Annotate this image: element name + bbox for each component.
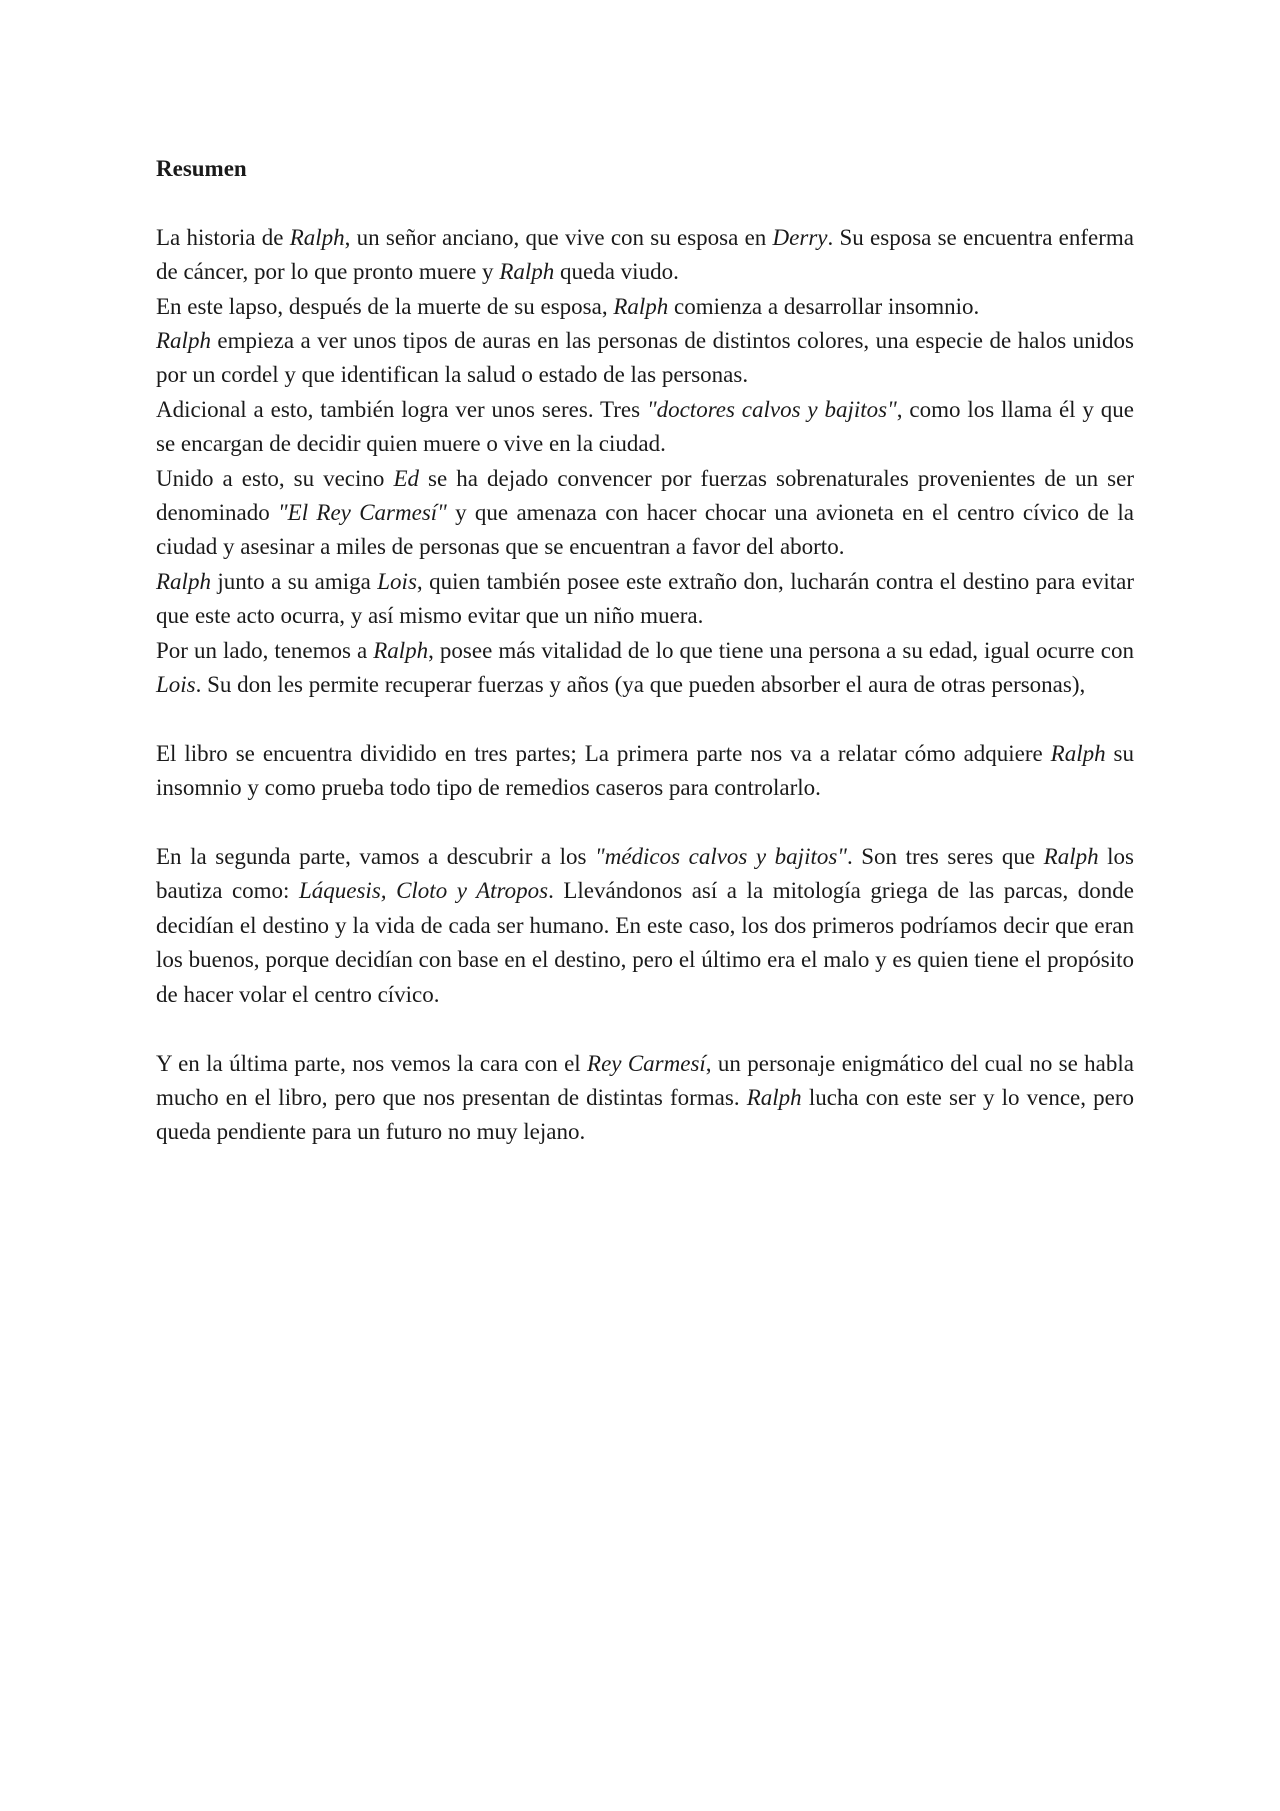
text-run: . Su esposa se encuentra enferma de cáncer, por lo que pronto muere y	[156, 224, 1134, 285]
paragraph	[156, 221, 1134, 290]
italic-text: Ralph	[746, 1084, 802, 1110]
paragraph	[156, 324, 1134, 393]
italic-text: Derry	[772, 224, 828, 250]
text-run: , un personaje enigmático del cual no se habla mucho en el libro, pero que nos presentan de distintas formas.	[156, 1050, 1134, 1110]
paragraph	[156, 737, 1134, 806]
italic-text: Rey Carmesí	[587, 1050, 706, 1076]
text-run: su insomnio y como prueba todo tipo de remedios caseros para controlarlo.	[156, 740, 1135, 801]
text-run: El libro se encuentra dividido en tres partes; La primera parte nos va a relatar cómo adquiere	[156, 740, 1051, 766]
text-run: La historia de	[156, 224, 290, 250]
paragraph-spacer	[156, 806, 1134, 840]
paragraph-spacer	[156, 1012, 1134, 1046]
italic-text: Ralph	[156, 568, 211, 594]
italic-text: "doctores calvos y bajitos"	[646, 396, 897, 422]
paragraph	[156, 393, 1134, 462]
text-run: , como los llama él y que se encargan de decidir quien muere o vive en la ciudad.	[156, 396, 1134, 457]
paragraph	[156, 634, 1134, 703]
text-run: Unido a esto, su vecino	[156, 465, 394, 491]
italic-text: Ralph	[1050, 740, 1106, 766]
italic-text: Ed	[393, 465, 420, 491]
italic-text: Láquesis, Cloto y Atropos	[298, 878, 549, 904]
paragraph	[156, 462, 1134, 565]
paragraph-list	[156, 221, 1134, 1150]
paragraph-spacer	[156, 702, 1134, 736]
text-run: , un señor anciano, que vive con su esposa en	[344, 224, 773, 250]
text-run: , posee más vitalidad de lo que tiene una persona a su edad, igual ocurre con	[428, 637, 1134, 663]
text-run: En la segunda parte, vamos a descubrir a los	[156, 844, 596, 870]
italic-text: "El Rey Carmesí"	[278, 500, 447, 526]
text-run: En este lapso, después de la muerte de su esposa,	[156, 293, 614, 319]
text-run: comienza a desarrollar insomnio.	[668, 293, 980, 319]
italic-text: Ralph	[499, 259, 555, 285]
italic-text: Ralph	[289, 224, 345, 250]
text-run: . Su don les permite recuperar fuerzas y años (ya que pueden absorber el aura de otras personas),	[195, 672, 1086, 698]
italic-text: Ralph	[1043, 844, 1099, 870]
text-run: . Llevándonos así a la mitología griega de las parcas, donde decidían el destino y la vida de cada ser humano. En este caso, los dos primeros podríamos decir que eran los buenos, porque decidían con base en el destino, pero el último era el malo y es quien tiene el propósito de hacer volar el centro cívico.	[156, 878, 1134, 1007]
italic-text: Ralph	[373, 637, 429, 663]
text-run: se ha dejado convencer por fuerzas sobrenaturales provenientes de un ser denominado	[156, 465, 1135, 526]
paragraph	[156, 290, 1134, 324]
text-run: y que amenaza con hacer chocar una avioneta en el centro cívico de la ciudad y asesinar a miles de personas que se encuentran a favor del aborto.	[156, 500, 1134, 560]
italic-text: Lois	[156, 672, 196, 698]
paragraph	[156, 565, 1134, 634]
text-run: . Son tres seres que	[846, 844, 1044, 870]
text-run: junto a su amiga	[210, 568, 378, 594]
section-heading: Resumen	[156, 156, 247, 181]
text-run: Adicional a esto, también logra ver unos seres. Tres	[156, 396, 647, 422]
italic-text: Lois	[377, 568, 417, 594]
text-run: lucha con este ser y lo vence, pero queda pendiente para un futuro no muy lejano.	[156, 1084, 1134, 1145]
italic-text: Ralph	[613, 293, 669, 319]
document-body	[156, 152, 1134, 1150]
italic-text: "médicos calvos y bajitos"	[595, 844, 847, 870]
text-run: los bautiza como:	[156, 844, 1134, 904]
italic-text: Ralph	[156, 328, 211, 354]
text-run: queda viudo.	[554, 259, 679, 285]
text-run: Y en la última parte, nos vemos la cara con el	[156, 1050, 588, 1076]
paragraph	[156, 840, 1134, 1012]
text-run: empieza a ver unos tipos de auras en las personas de distintos colores, una especie de halos unidos por un cordel y que identifican la salud o estado de las personas.	[156, 328, 1134, 388]
text-run: Por un lado, tenemos a	[156, 637, 374, 663]
text-run: , quien también posee este extraño don, lucharán contra el destino para evitar que este acto ocurra, y así mismo evitar que un niño muera.	[156, 568, 1135, 629]
paragraph	[156, 1047, 1134, 1150]
